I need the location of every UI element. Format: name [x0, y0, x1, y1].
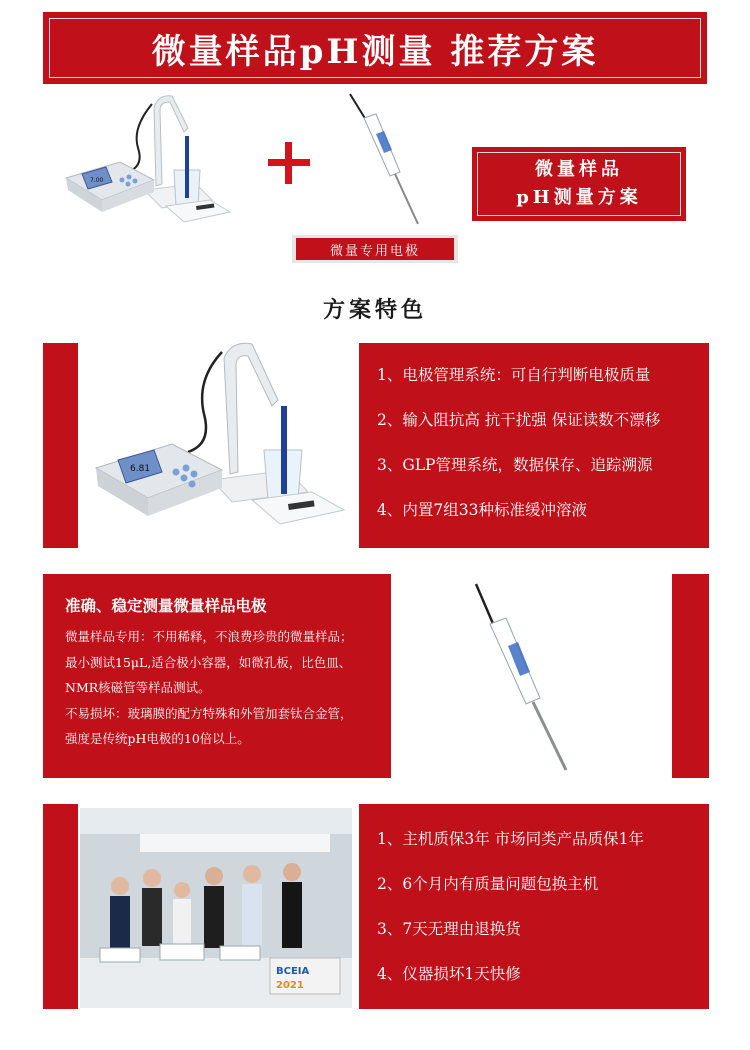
exhibition-booth-photo: [80, 808, 352, 1008]
electrode-rod: [281, 406, 287, 494]
warranty-list: [377, 817, 709, 997]
meter-key: [191, 471, 198, 478]
electrode-rod: [185, 136, 189, 198]
section3-stripe: [43, 804, 78, 1009]
warranty-item: 1、主机质保3年 市场同类产品质保1年: [377, 830, 645, 848]
warranty-item: 4、仪器损坏1天快修: [377, 965, 521, 983]
electrode-tag-label: 微量专用电极: [296, 238, 454, 260]
electrode-desc-line: NMR核磁管等样品测试。: [65, 680, 211, 695]
meter-key: [181, 475, 188, 482]
label-line-1: 微量样品: [535, 159, 623, 180]
instrument: [100, 948, 140, 962]
meter-key: [189, 481, 196, 488]
ph-meter-image-large: [92, 340, 354, 550]
feature-item: 2、输入阻抗高 抗干扰强 保证读数不漂移: [377, 411, 661, 429]
section2-stripe: [672, 574, 709, 778]
title-banner: [43, 12, 707, 84]
warranty-panel: [359, 804, 709, 1009]
electrode-tip: [533, 702, 566, 770]
section1-stripe: [43, 343, 78, 548]
features-panel: [359, 343, 709, 548]
electrode-cable: [476, 584, 494, 626]
booth-ceiling: [80, 808, 352, 834]
ph-meter-image-small: [62, 88, 252, 236]
feature-item: 1、电极管理系统：可自行判断电极质量: [377, 366, 651, 384]
meter-reading: 6.81: [130, 464, 151, 474]
meter-key: [120, 178, 125, 183]
electrode-desc-line: 不易损坏：玻璃膜的配方特殊和外管加套钛合金管，: [65, 705, 353, 721]
warranty-item: 3、7天无理由退换货: [377, 920, 521, 938]
meter-key: [127, 175, 132, 180]
booth-sign-board: [140, 834, 330, 852]
electrode-desc-line: 强度是传统pH电极的10倍以上。: [65, 731, 250, 746]
features-heading: 方案特色: [322, 297, 427, 323]
meter-reading: 7.00: [90, 177, 104, 184]
warranty-item: 2、6个月内有质量问题包换主机: [377, 875, 599, 893]
expo-sign-text: BCEIA: [276, 966, 310, 977]
electrode-heading: 准确、稳定测量微量样品电极: [65, 596, 267, 615]
scheme-label-card: [472, 147, 686, 221]
electrode-tip: [395, 174, 418, 224]
features-list: [377, 353, 709, 533]
expo-year-text: 2021: [276, 980, 304, 991]
electrode-cable: [128, 104, 152, 172]
electrode-panel: [43, 574, 391, 778]
meter-key: [133, 179, 138, 184]
micro-electrode-image-large: [462, 580, 592, 776]
feature-item: 3、GLP管理系统，数据保存、追踪溯源: [377, 456, 653, 474]
electrode-desc-line: 最小测试15μL,适合极小容器，如微孔板，比色皿、: [65, 654, 352, 670]
meter-key: [173, 469, 180, 476]
plus-icon: [268, 142, 310, 184]
instrument: [220, 946, 260, 960]
electrode-desc-line: 微量样品专用：不用稀释，不浪费珍贵的微量样品；: [65, 629, 353, 644]
micro-electrode-image-small: [340, 90, 440, 230]
label-line-2: pH测量方案: [516, 187, 642, 208]
electrode-cable: [188, 352, 222, 452]
page-title: 微量样品pH测量 推荐方案: [151, 31, 599, 72]
instrument: [160, 944, 204, 960]
feature-item: 4、内置7组33种标准缓冲溶液: [377, 501, 587, 519]
electrode-cable: [350, 94, 366, 120]
meter-key: [183, 465, 190, 472]
electrode-tag: [292, 235, 458, 263]
meter-key: [126, 182, 131, 187]
